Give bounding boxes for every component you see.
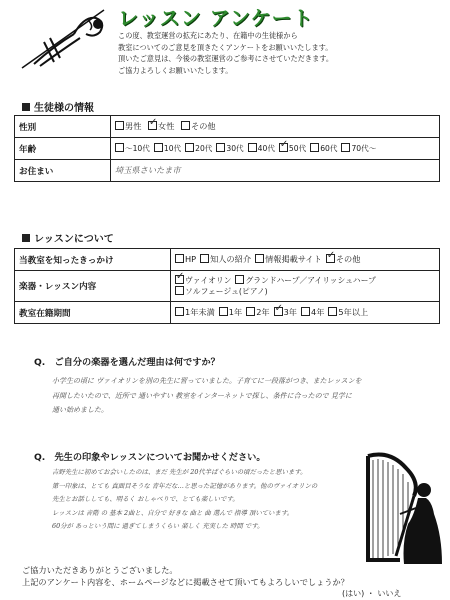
- checkbox-icon[interactable]: [115, 143, 124, 152]
- period-option[interactable]: 5年以上: [328, 307, 368, 317]
- checkbox-checked-icon[interactable]: [175, 275, 184, 284]
- question-2: Q. 先生の印象やレッスンについてお聞かせください。: [34, 452, 266, 463]
- period-option-3y[interactable]: ✓ 3年: [274, 307, 297, 317]
- period-option[interactable]: 4年: [301, 307, 324, 317]
- source-row: [15, 249, 440, 271]
- checkbox-icon[interactable]: [341, 143, 350, 152]
- checkbox-icon[interactable]: [154, 143, 163, 152]
- period-option[interactable]: 1年: [219, 307, 242, 317]
- answer-1[interactable]: [52, 374, 432, 418]
- period-options: [171, 302, 440, 324]
- checkbox-icon[interactable]: [175, 286, 184, 295]
- checkbox-icon[interactable]: [216, 143, 225, 152]
- intro-line: 頂いたご意見は、今後の教室運営のご参考にさせていただきます。: [118, 54, 334, 63]
- age-option[interactable]: 70代〜: [341, 144, 376, 153]
- lesson-row: [15, 271, 440, 302]
- checkbox-icon[interactable]: [235, 275, 244, 284]
- gender-option-male[interactable]: 男性: [115, 121, 141, 131]
- address-field[interactable]: [111, 160, 440, 182]
- checkbox-icon[interactable]: [246, 307, 255, 316]
- age-option[interactable]: 40代: [248, 144, 275, 153]
- age-option-50s[interactable]: ✓ 50代: [279, 144, 306, 153]
- answer-line: 小学生の頃に ヴァイオリンを別の先生に習っていました。子育てに一段落がつき、またレッスンを: [52, 377, 362, 385]
- checkbox-icon[interactable]: [310, 143, 319, 152]
- checkbox-icon[interactable]: [175, 254, 184, 263]
- address-value: 埼玉県さいたま市: [115, 165, 181, 175]
- source-option-referral[interactable]: 知人の紹介: [200, 254, 251, 264]
- gender-label: 性別: [15, 116, 111, 138]
- checkbox-icon[interactable]: [255, 254, 264, 263]
- intro-line: 教室についてのご意見を頂きたくアンケートをお願いいたします。: [118, 42, 333, 52]
- square-bullet-icon: [22, 234, 30, 242]
- intro-line: この度、教室運営の拡充にあたり、在籍中の生徒様から: [118, 31, 298, 40]
- checkbox-checked-icon[interactable]: [326, 254, 335, 263]
- checkbox-checked-icon[interactable]: [148, 121, 157, 130]
- lesson-option-harp[interactable]: グランドハープ／アイリッシュハープ: [235, 276, 375, 285]
- thanks-text: ご協力いただきありがとうございました。: [22, 565, 178, 575]
- consent-options: (はい) ・ いいえ: [342, 589, 402, 598]
- source-option-other[interactable]: ✓ その他: [326, 254, 361, 264]
- lesson-label: 楽器・レッスン内容: [15, 271, 171, 302]
- section-heading-student: 生徒様の情報: [22, 99, 94, 114]
- checkbox-icon[interactable]: [200, 254, 209, 263]
- answer-2[interactable]: [52, 466, 372, 534]
- age-option[interactable]: 20代: [185, 144, 212, 153]
- answer-line: 先生とお話ししても、明るく おしゃべりで、とても楽しいです。: [52, 495, 239, 503]
- answer-line: 再開したいたので、近所で 通いやすい 教室をインターネットで探し、条件に合ったので 見学に: [52, 391, 352, 400]
- consent-separator: ・: [366, 589, 375, 598]
- checkbox-icon[interactable]: [175, 307, 184, 316]
- source-label: 当教室を知ったきっかけ: [15, 249, 171, 271]
- consent-question: 上記のアンケート内容を、ホームページなどに掲載させて頂いてもよろしいでしょうか？: [22, 577, 349, 587]
- address-label: お住まい: [15, 160, 111, 182]
- checkbox-icon[interactable]: [219, 307, 228, 316]
- answer-line: 第一印象は、とても 真面目そうな 青年だな…と思った記憶があります。他のヴァイオリンの: [52, 481, 318, 490]
- period-option[interactable]: 2年: [246, 307, 269, 317]
- checkbox-icon[interactable]: [301, 307, 310, 316]
- violin-illustration: [14, 6, 112, 76]
- period-row: [15, 302, 440, 324]
- lesson-option-solfege[interactable]: ソルフェージュ(ピアノ): [175, 287, 268, 296]
- section-heading-lesson: レッスンについて: [22, 230, 114, 245]
- source-options: [171, 249, 440, 271]
- square-bullet-icon: [22, 103, 30, 111]
- lesson-info-table: [14, 248, 440, 324]
- period-option[interactable]: 1年未満: [175, 307, 215, 317]
- question-1: Q. ご自分の楽器を選んだ理由は何ですか？: [34, 357, 220, 368]
- intro-text: [118, 30, 448, 76]
- source-option-hp[interactable]: HP: [175, 254, 196, 264]
- answer-line: 吉野先生に初めてお会いしたのは、まだ 先生が 20代半ばぐらいの頃だったと思います。: [52, 468, 307, 476]
- gender-option-female[interactable]: ✓ 女性: [148, 121, 174, 131]
- age-option[interactable]: 〜10代: [115, 144, 150, 153]
- page-title: レッスン アンケート: [118, 6, 314, 30]
- checkbox-icon[interactable]: [181, 121, 190, 130]
- age-option[interactable]: 30代: [216, 144, 243, 153]
- lesson-options: [171, 271, 440, 302]
- gender-row: [15, 116, 440, 138]
- lesson-option-violin[interactable]: ✓ヴァイオリン: [175, 276, 231, 285]
- checkbox-checked-icon[interactable]: [279, 143, 288, 152]
- student-info-table: [14, 115, 440, 182]
- checkbox-checked-icon[interactable]: [274, 307, 283, 316]
- answer-line: レッスンは 音階 の 基本 2曲と、自分で 好きな 曲と 曲 選んで 指導 頂いています。: [52, 508, 294, 517]
- checkbox-icon[interactable]: [185, 143, 194, 152]
- answer-line: 通い始めました。: [52, 406, 108, 414]
- checkbox-icon[interactable]: [248, 143, 257, 152]
- answer-line: 60分が あっという間に 過ぎてしまうくらい 楽しく 充実した 時間 です。: [52, 522, 264, 530]
- intro-line: ご協力よろしくお願いいたします。: [118, 65, 233, 75]
- harpist-illustration: [360, 452, 444, 570]
- checkbox-icon[interactable]: [328, 307, 337, 316]
- source-option-site[interactable]: 情報掲載サイト: [255, 254, 322, 264]
- address-row: [15, 160, 440, 182]
- age-options: [111, 138, 440, 160]
- consent-yes[interactable]: はい: [345, 589, 362, 598]
- age-option[interactable]: 60代: [310, 144, 337, 153]
- period-label: 教室在籍期間: [15, 302, 171, 324]
- age-option[interactable]: 10代: [154, 144, 181, 153]
- gender-options: [111, 116, 440, 138]
- consent-no[interactable]: いいえ: [377, 589, 402, 598]
- gender-option-other[interactable]: その他: [181, 121, 216, 131]
- age-row: [15, 138, 440, 160]
- age-label: 年齢: [15, 138, 111, 160]
- checkbox-icon[interactable]: [115, 121, 124, 130]
